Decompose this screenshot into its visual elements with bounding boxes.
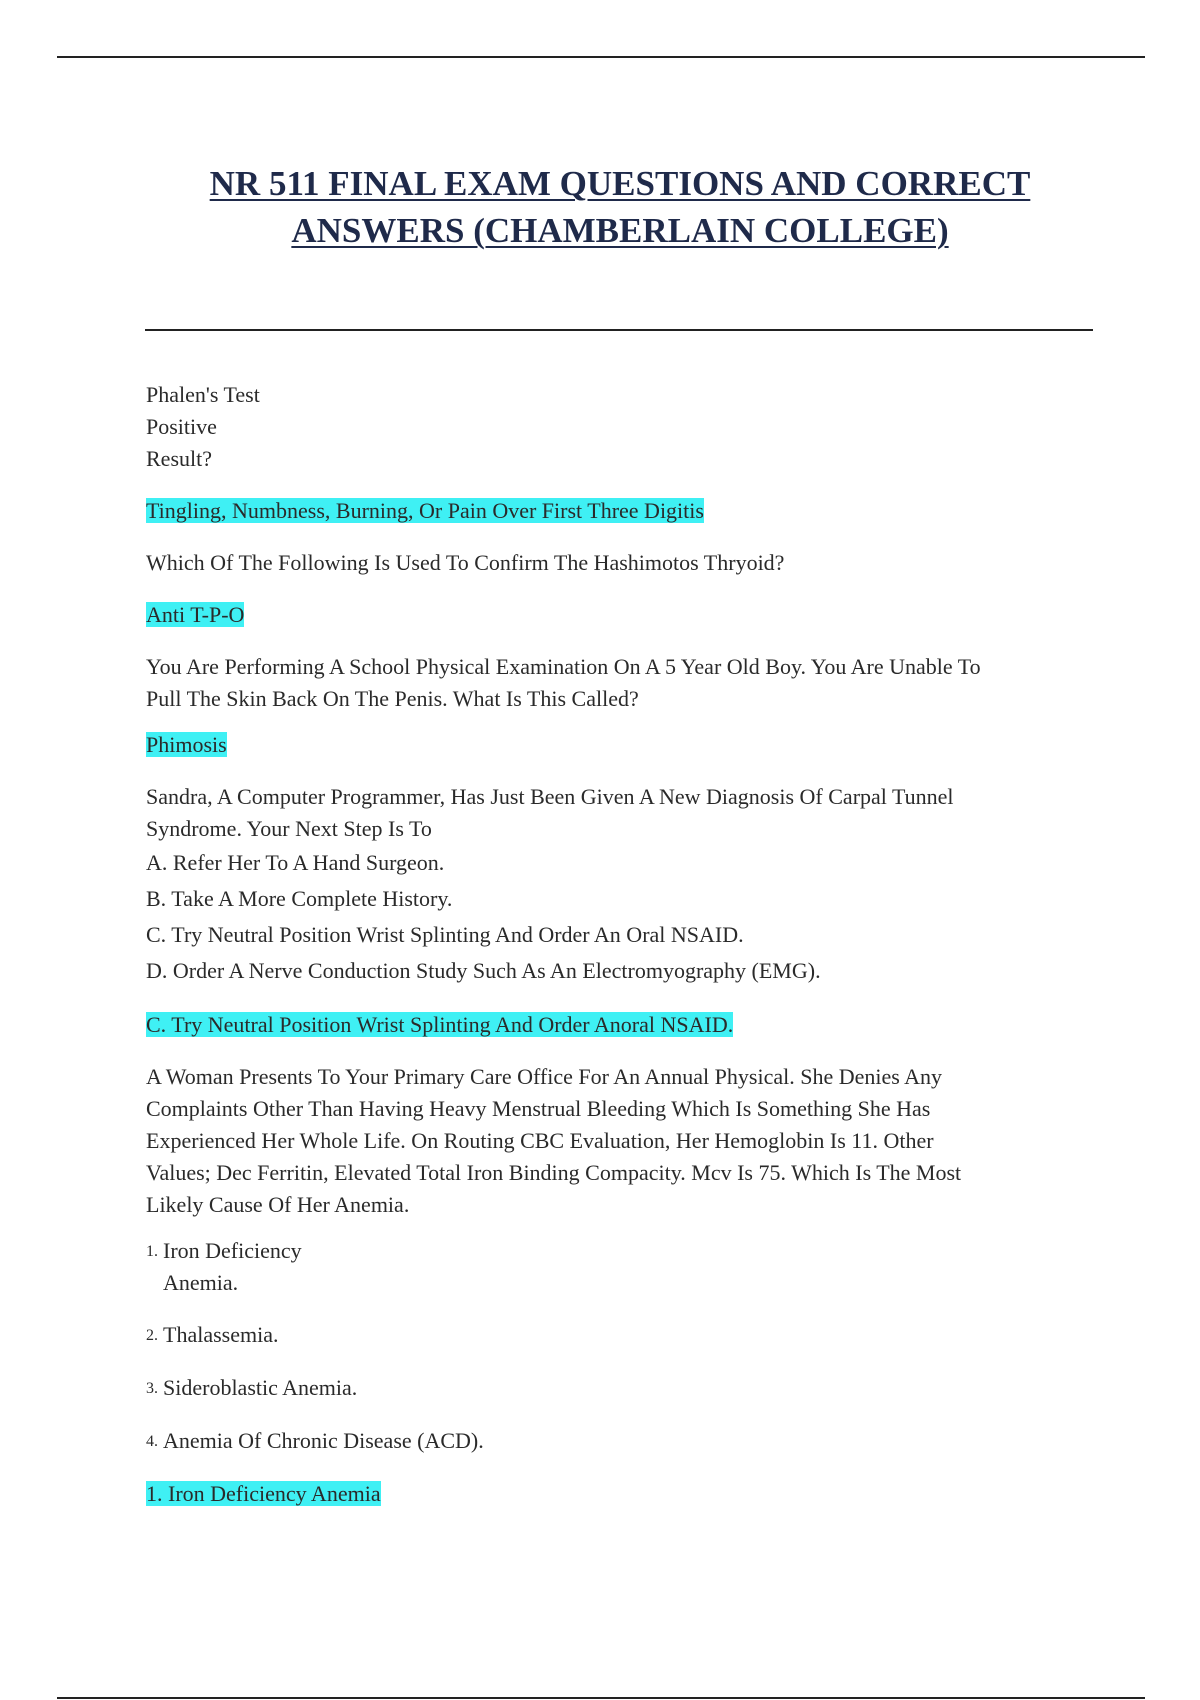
option-text: Thalassemia. [163, 1322, 279, 1347]
option-number: 3. [146, 1380, 158, 1397]
question-2: Which Of The Following Is Used To Confirm The Hashimotos Thryoid? [146, 550, 785, 575]
option-text: Iron Deficiency [163, 1238, 302, 1263]
question-5-option [146, 1235, 1086, 1299]
question-3-line: Pull The Skin Back On The Penis. What Is This Called? [146, 686, 639, 711]
option-text: Sideroblastic Anemia. [163, 1375, 358, 1400]
answer-1 [146, 495, 1086, 527]
title-line-2: ANSWERS (CHAMBERLAIN COLLEGE) [291, 211, 949, 250]
question-5-option [146, 1372, 1086, 1405]
document-title [90, 160, 1150, 254]
answer-3-highlight: Phimosis [146, 732, 227, 757]
questions-body [146, 379, 1086, 1510]
answer-2-highlight: Anti T-P-O [146, 602, 245, 627]
question-5-line: Complaints Other Than Having Heavy Menstrual Bleeding Which Is Something She Has [146, 1096, 931, 1121]
question-4-option: B. Take A More Complete History. [146, 886, 453, 911]
question-1-line: Phalen's Test [146, 382, 260, 407]
question-4-option: A. Refer Her To A Hand Surgeon. [146, 850, 445, 875]
question-5 [146, 1061, 1086, 1221]
option-text: Anemia. [163, 1270, 239, 1295]
option-number: 2. [146, 1327, 158, 1344]
question-4-option: D. Order A Nerve Conduction Study Such As An Electromyography (EMG). [146, 958, 821, 983]
bottom-rule [57, 1697, 1145, 1699]
question-1-line: Result? [146, 446, 212, 471]
title-divider [145, 329, 1093, 331]
question-3 [146, 651, 1086, 715]
answer-5-highlight: 1. Iron Deficiency Anemia [146, 1481, 381, 1506]
top-rule [57, 56, 1145, 58]
answer-3 [146, 729, 1086, 761]
option-number: 1. [146, 1243, 158, 1260]
title-line-1: NR 511 FINAL EXAM QUESTIONS AND CORRECT [209, 164, 1031, 203]
question-3-line: You Are Performing A School Physical Examination On A 5 Year Old Boy. You Are Unable To [146, 654, 981, 679]
question-4-line: Sandra, A Computer Programmer, Has Just Been Given A New Diagnosis Of Carpal Tunnel [146, 784, 954, 809]
question-1-line: Positive [146, 414, 217, 439]
answer-4 [146, 1009, 1086, 1041]
answer-2 [146, 599, 1086, 631]
question-5-line: A Woman Presents To Your Primary Care Office For An Annual Physical. She Denies Any [146, 1064, 942, 1089]
question-5-line: Likely Cause Of Her Anemia. [146, 1192, 410, 1217]
question-4 [146, 781, 1086, 989]
option-number: 4. [146, 1433, 158, 1450]
question-1 [146, 379, 1086, 475]
question-5-option [146, 1425, 1086, 1458]
question-4-option: C. Try Neutral Position Wrist Splinting And Order An Oral NSAID. [146, 922, 744, 947]
option-text: Anemia Of Chronic Disease (ACD). [163, 1428, 484, 1453]
answer-4-highlight: C. Try Neutral Position Wrist Splinting And Order Anoral NSAID. [146, 1012, 734, 1037]
question-4-line: Syndrome. Your Next Step Is To [146, 816, 432, 841]
answer-5 [146, 1478, 1086, 1510]
question-5-option [146, 1319, 1086, 1352]
answer-1-highlight: Tingling, Numbness, Burning, Or Pain Over First Three Digitis [146, 498, 704, 523]
question-5-line: Experienced Her Whole Life. On Routing CBC Evaluation, Her Hemoglobin Is 11. Other [146, 1128, 934, 1153]
question-5-line: Values; Dec Ferritin, Elevated Total Iron Binding Compacity. Mcv Is 75. Which Is The Most [146, 1160, 962, 1185]
